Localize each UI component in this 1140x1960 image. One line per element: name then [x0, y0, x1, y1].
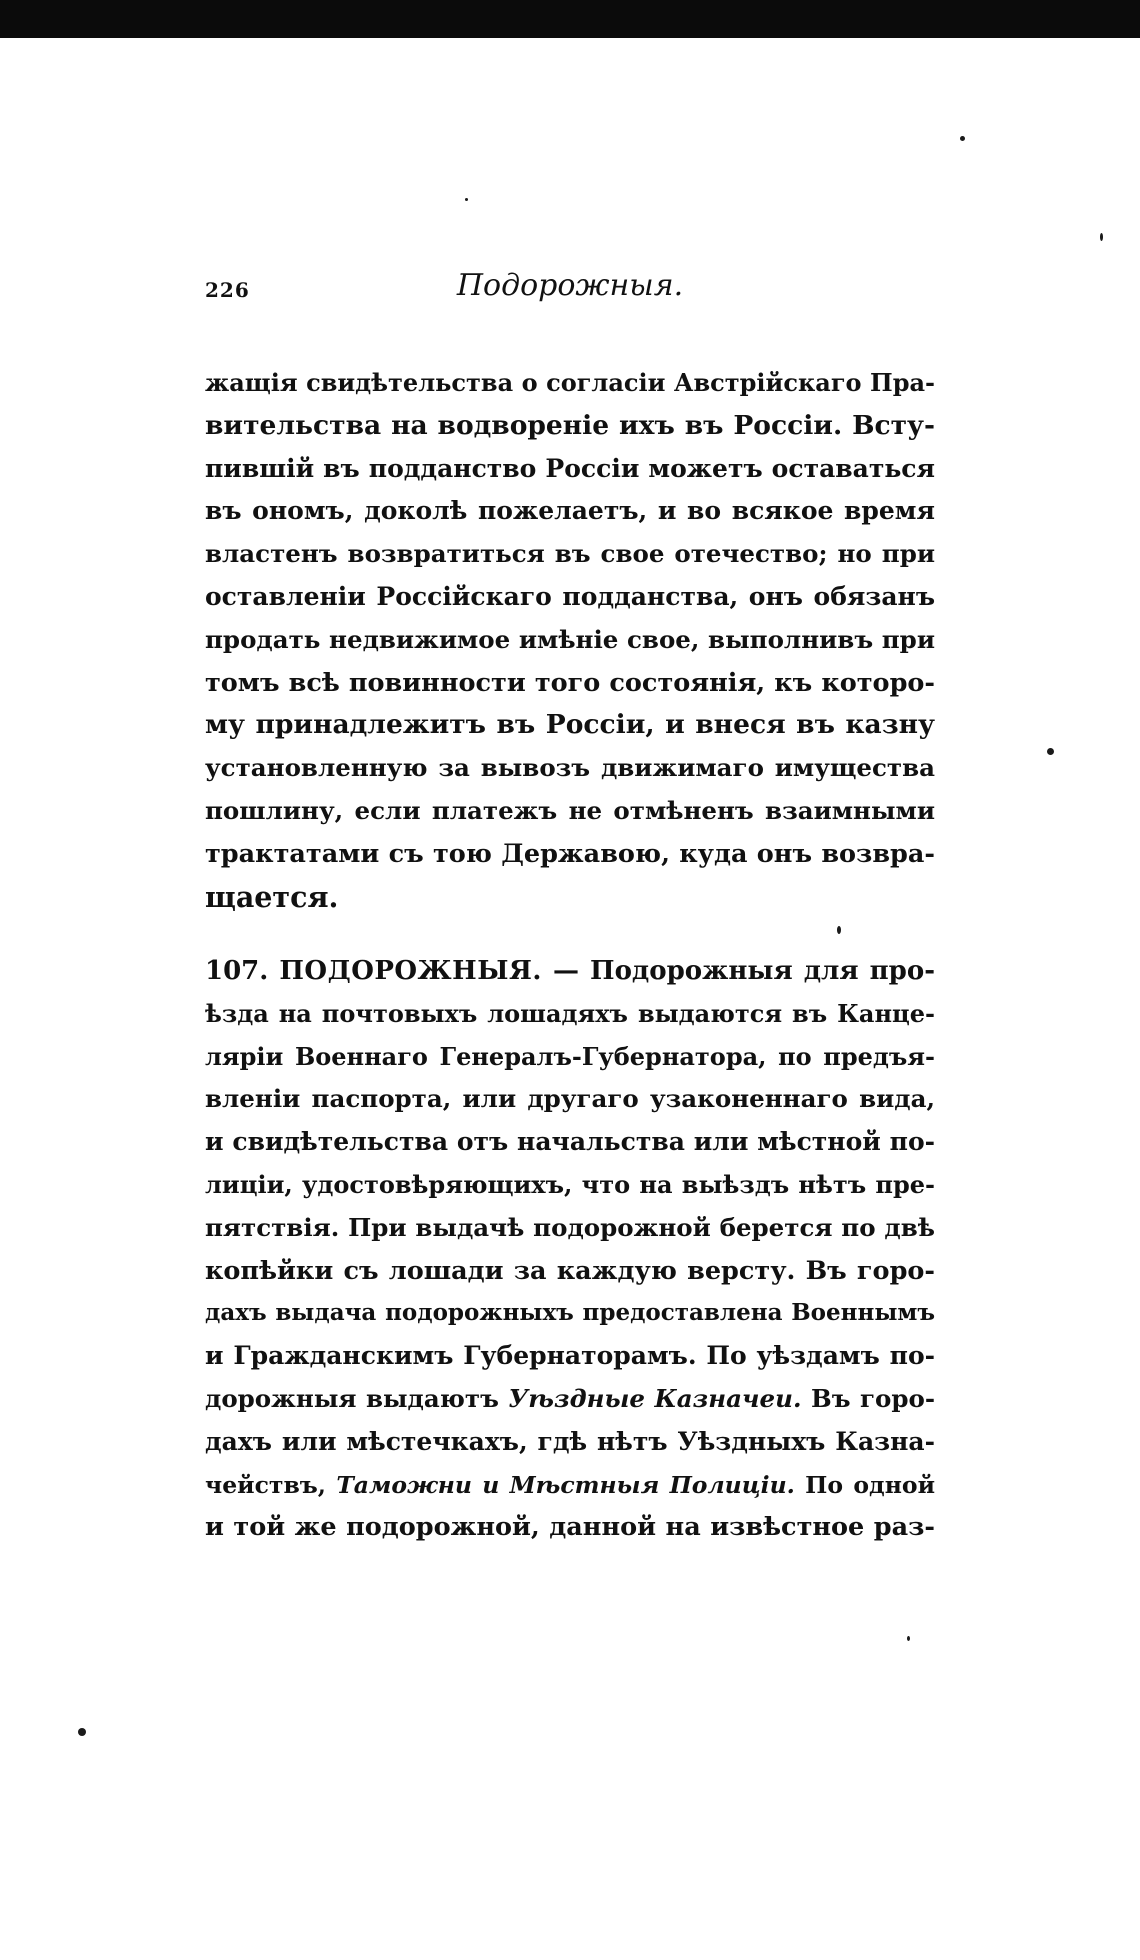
text-line: томъ всѣ повинности того состоянія, къ которо-	[205, 667, 935, 698]
text-line: вленіи паспорта, или другаго узаконеннаго вида,	[205, 1084, 935, 1114]
text-line-with-italic	[205, 1464, 935, 1507]
text-line: жащія свидѣтельства о согласіи Австрійскаго Пра-	[205, 368, 935, 397]
text-run: Въ горо-	[801, 1383, 935, 1413]
text-run: По одной	[794, 1470, 935, 1499]
scan-speck	[960, 136, 965, 141]
text-line: дахъ или мѣстечкахъ, гдѣ нѣтъ Уѣздныхъ Казна-	[205, 1426, 935, 1456]
section-intro-text: — Подорожныя для про-	[553, 956, 935, 986]
scan-speck	[78, 1728, 86, 1736]
scan-speck	[907, 1636, 910, 1641]
text-line: и Гражданскимъ Губернаторамъ. По уѣздамъ по-	[205, 1341, 935, 1371]
text-line: ляріи Военнаго Генералъ-Губернатора, по предъя-	[205, 1041, 935, 1071]
running-title: Подорожныя.	[456, 268, 684, 303]
text-line: пятствія. При выдачѣ подорожной берется по двѣ	[205, 1212, 935, 1242]
text-line: установленную за вывозъ движимаго имущества	[205, 753, 935, 783]
text-line: дахъ выдача подорожныхъ предоставлена Военнымъ	[205, 1299, 935, 1327]
scan-top-border	[0, 0, 1140, 38]
text-line: лиціи, удостовѣряющихъ, что на выѣздъ нѣтъ пре-	[205, 1169, 935, 1199]
section-number: 107.	[205, 956, 269, 986]
scan-speck	[837, 926, 841, 934]
page-header	[205, 268, 935, 328]
scan-speck	[465, 198, 468, 201]
scan-speck	[1100, 233, 1103, 241]
text-line: пившій въ подданство Россіи можетъ оставаться	[205, 453, 935, 483]
paragraph-1	[205, 362, 935, 918]
text-line: въ ономъ, доколѣ пожелаетъ, и во всякое время	[205, 496, 935, 526]
text-line: продать недвижимое имѣніе свое, выполнивъ при	[205, 624, 935, 654]
text-line: вительства на водвореніе ихъ въ Россіи. Всту-	[205, 409, 935, 441]
text-line: ѣзда на почтовыхъ лошадяхъ выдаются въ Канце-	[205, 998, 935, 1028]
text-line: властенъ возвратиться въ свое отечество; но при	[205, 539, 935, 569]
page-number: 226	[205, 278, 250, 302]
text-line: трактатами съ тою Державою, куда онъ возвра-	[205, 838, 935, 869]
text-run: дорожныя выдаютъ	[205, 1383, 509, 1413]
text-line: оставленіи Россійскаго подданства, онъ обязанъ	[205, 581, 935, 611]
italic-term: Таможни и Мѣстныя Полиціи.	[336, 1470, 795, 1499]
text-line: и той же подорожной, данной на извѣстное раз-	[205, 1512, 935, 1543]
section-heading-line	[205, 950, 935, 993]
section-title: ПОДОРОЖНЫЯ.	[279, 956, 542, 986]
text-line: щается.	[205, 879, 339, 914]
text-run: чействъ,	[205, 1470, 337, 1499]
italic-term: Уѣздные Казначеи.	[508, 1383, 802, 1413]
text-line: му принадлежитъ въ Россіи, и внеся въ казну	[205, 709, 935, 741]
text-line: и свидѣтельства отъ начальства или мѣстной по-	[205, 1127, 935, 1157]
paragraph-2	[205, 950, 935, 1549]
scan-speck	[1047, 748, 1054, 755]
text-line-with-italic	[205, 1378, 935, 1421]
text-line: пошлину, если платежъ не отмѣненъ взаимными	[205, 795, 935, 825]
text-line: копѣйки съ лошади за каждую версту. Въ горо-	[205, 1255, 935, 1286]
